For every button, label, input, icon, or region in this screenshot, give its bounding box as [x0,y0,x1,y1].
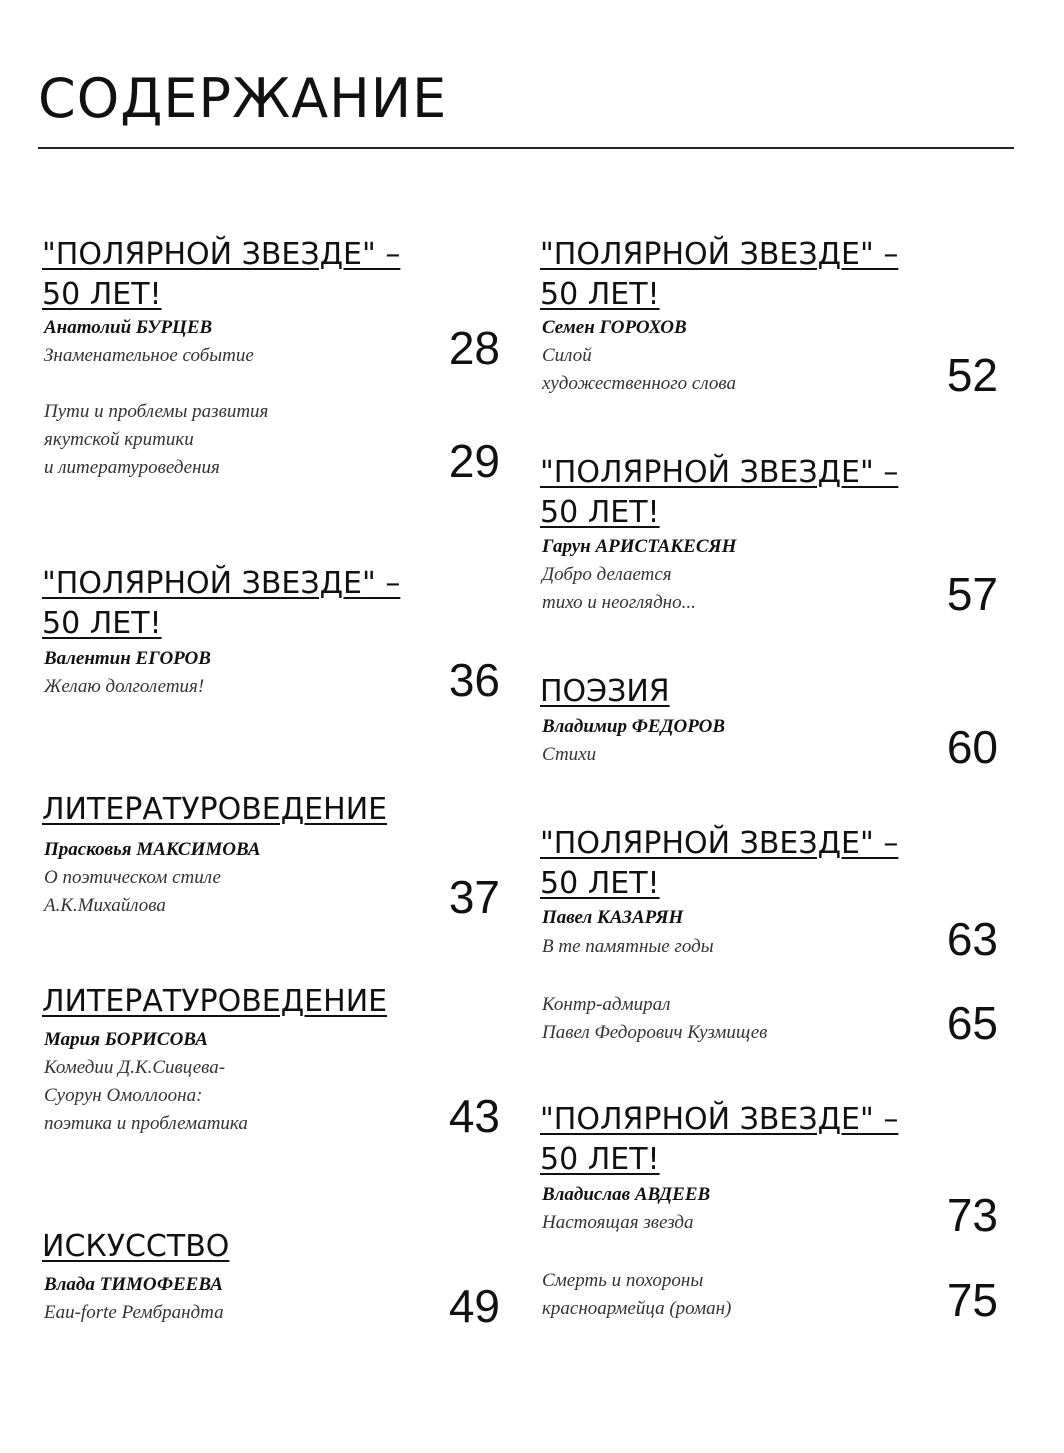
article-title-line: Пути и проблемы развития [44,401,269,422]
section-heading: ЛИТЕРАТУРОВЕДЕНИЕ [42,984,388,1019]
article-title-line: Суорун Омоллоона: [44,1085,203,1106]
article-title [542,1267,731,1323]
article-title-line: О поэтическом стиле [44,867,221,888]
article-title [44,673,204,701]
author-name: Валентин ЕГОРОВ [44,648,211,669]
article-title [44,1299,224,1327]
section-heading-line2: 50 ЛЕТ! [540,277,660,312]
page-number[interactable]: 52 [946,349,998,401]
author-name: Владимир ФЕДОРОВ [542,716,726,737]
author-name: Прасковья МАКСИМОВА [44,839,261,860]
article-title-line: художественного слова [542,373,736,394]
author-name: Анатолий БУРЦЕВ [44,317,213,338]
article-title-line: Силой [542,345,592,366]
article-title [542,342,736,398]
article-title [542,933,714,961]
article-title-line: Павел Федорович Кузмищев [542,1022,768,1043]
page-number[interactable]: 28 [448,322,500,374]
author-name: Павел КАЗАРЯН [542,907,684,928]
article-title-line: Смерть и похороны [542,1270,704,1291]
author-name: Семен ГОРОХОВ [542,317,687,338]
article-title-line: Eau-forte Рембрандта [44,1302,224,1323]
article-title-line: и литературоведения [44,457,220,478]
article-title [542,1209,693,1237]
article-title-line: Настоящая звезда [542,1212,694,1233]
section-heading-line2: 50 ЛЕТ! [540,866,660,901]
article-title [542,991,767,1047]
article-title-line: Знаменательное событие [44,345,254,366]
page-number[interactable]: 60 [946,721,998,773]
section-heading-line2: 50 ЛЕТ! [540,1142,660,1177]
author-name: Гарун АРИСТАКЕСЯН [542,536,737,557]
page-number[interactable]: 37 [448,871,500,923]
article-title-line: Комедии Д.К.Сивцева- [44,1057,226,1078]
article-title [44,864,221,920]
page-number[interactable]: 29 [448,435,500,487]
section-heading: ПОЭЗИЯ [540,674,670,709]
author-name: Влада ТИМОФЕЕВА [44,1274,223,1295]
article-title [44,1054,248,1138]
page-number[interactable]: 65 [946,997,998,1049]
page-number[interactable]: 43 [448,1090,500,1142]
page-title: СОДЕРЖАНИЕ [38,67,448,130]
article-title-line: тихо и неоглядно... [542,592,696,613]
section-heading: "ПОЛЯРНОЙ ЗВЕЗДЕ" – [540,1102,899,1137]
page-number[interactable]: 75 [946,1274,998,1326]
article-title [44,342,254,370]
article-title-line: Желаю долголетия! [44,676,205,697]
section-heading: "ПОЛЯРНОЙ ЗВЕЗДЕ" – [540,455,899,490]
page-number[interactable]: 57 [946,568,998,620]
article-title-line: поэтика и проблематика [44,1113,248,1134]
section-heading: ЛИТЕРАТУРОВЕДЕНИЕ [42,792,388,827]
article-title-line: красноармейца (роман) [542,1298,732,1319]
page-number[interactable]: 63 [946,913,998,965]
section-heading-line2: 50 ЛЕТ! [42,277,162,312]
section-heading: ИСКУССТВО [42,1229,230,1264]
author-name: Владислав АВДЕЕВ [542,1184,711,1205]
article-title-line: Контр-адмирал [542,994,671,1015]
author-name: Мария БОРИСОВА [44,1029,208,1050]
section-heading: "ПОЛЯРНОЙ ЗВЕЗДЕ" – [540,826,899,861]
title-divider [38,147,1014,149]
article-title-line: Стихи [542,744,597,765]
article-title [542,561,696,617]
page-number[interactable]: 36 [448,654,500,706]
article-title-line: якутской критики [44,429,194,450]
page-number[interactable]: 73 [946,1189,998,1241]
article-title [44,398,268,482]
article-title-line: Добро делается [542,564,672,585]
article-title-line: В те памятные годы [542,936,714,957]
section-heading-line2: 50 ЛЕТ! [42,606,162,641]
section-heading-line2: 50 ЛЕТ! [540,495,660,530]
article-title-line: А.К.Михайлова [44,895,166,916]
article-title [542,741,596,769]
section-heading: "ПОЛЯРНОЙ ЗВЕЗДЕ" – [42,566,401,601]
page-number[interactable]: 49 [448,1280,500,1332]
section-heading: "ПОЛЯРНОЙ ЗВЕЗДЕ" – [540,237,899,272]
section-heading: "ПОЛЯРНОЙ ЗВЕЗДЕ" – [42,237,401,272]
